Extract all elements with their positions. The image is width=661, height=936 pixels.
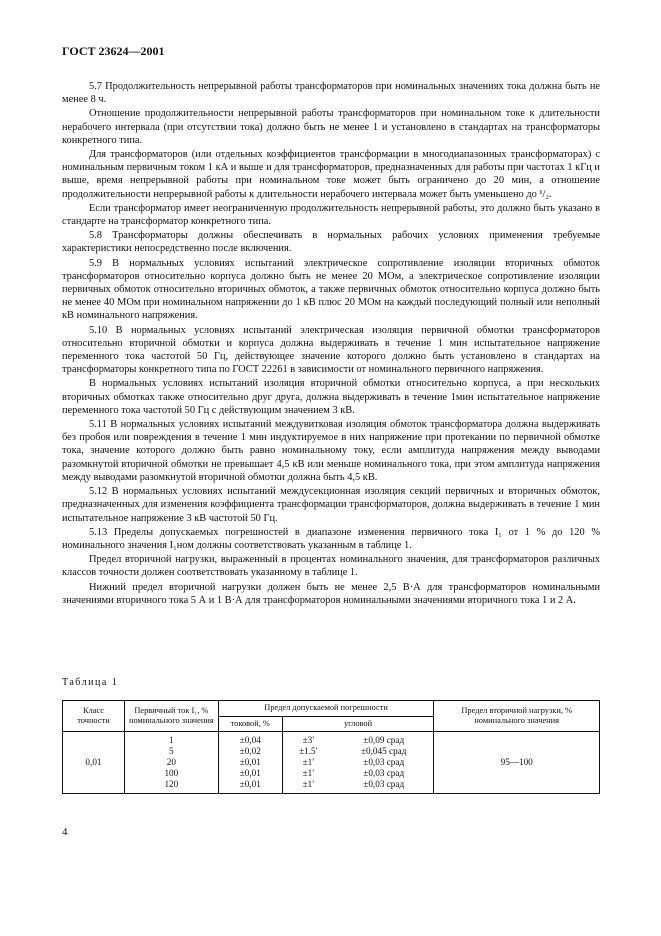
angular-minutes-value: ±3′ [302, 735, 315, 745]
header-secondary-load: Предел вторичной нагрузки, % номинального значения [434, 701, 600, 732]
paragraph: Предел вторичной нагрузки, выраженный в процентах номинального значения, для трансформаторов различных классов точности должен соответствовать указанному в таблице 1. [62, 554, 600, 579]
paragraph: Отношение продолжительности непрерывной работы трансформаторов при номинальном токе к длительности нерабочего интервала (при отсутствии тока) должно быть не менее 1 и установлено в стандартах на трансформаторы конкретного типа. [62, 108, 600, 146]
document-header: ГОСТ 23624—2001 [62, 44, 165, 58]
current-error-value: ±0,01 [239, 757, 261, 767]
cell-angular-crad [334, 732, 434, 794]
angular-crad-value: ±0,045 срад [361, 746, 407, 756]
angular-minutes-value: ±1′ [302, 779, 315, 789]
current-error-value: ±0,01 [239, 768, 261, 778]
table-row [63, 732, 600, 794]
primary-current-value: 5 [169, 746, 174, 756]
cell-accuracy-class: 0,01 [63, 732, 125, 794]
current-error-value: ±0,01 [239, 779, 261, 789]
paragraph: 5.9 В нормальных условиях испытаний электрическое сопротивление изоляции вторичных обмоток трансформаторов относительно корпуса должно быть не менее 20 МОм, а электрическое сопротивление изоляции первичных обмоток относительно вторичных обмоток, а также первичных обмоток относительно корпуса должно быть не менее 40 МОм при номинальном напряжении до 1 кВ плюс 20 МОм на каждый последующий полный или неполный кВ номинального напряжения. [62, 257, 600, 322]
angular-minutes-value: ±1′ [302, 757, 315, 767]
header-angular-error: угловой [282, 716, 434, 732]
paragraph: 5.8 Трансформаторы должны обеспечивать в нормальных рабочих условиях применения требуемые характеристики непосредственно после включения. [62, 230, 600, 255]
cell-angular-minutes [282, 732, 334, 794]
cell-primary-current [124, 732, 218, 794]
table-caption: Таблица 1 [62, 677, 119, 688]
paragraph: Нижний предел вторичной нагрузки должен быть не менее 2,5 В·А для трансформаторов номинальными значениями вторичного тока 5 А и 1 В·А для трансформаторов номинальными значениями вторичного тока 1 и 2 А. [62, 581, 600, 606]
angular-minutes-value: ±1.5′ [299, 746, 318, 756]
primary-current-value: 100 [164, 768, 179, 778]
paragraph: 5.11 В нормальных условиях испытаний междувитковая изоляция обмоток трансформатора должна выдерживать без пробоя или повреждения в течение 1 мин индуктируемое в них напряжение при протекании по первичной обмотке тока, значение которого должно быть равно номинальному току, если амплитуда напряжения между выводами разомкнутой вторичной обмотки не превышает 4,5 кВ или меньше номинального тока, при этом амплитуда напряжения между выводами разомкнутой вторичной обмотки должна быть 4,5 кВ. [62, 419, 600, 483]
primary-current-value: 120 [164, 779, 179, 789]
cell-secondary-load: 95—100 [434, 732, 600, 794]
body-text [62, 80, 600, 608]
cell-current-error [218, 732, 282, 794]
header-error-limit: Предел допускаемой погрешности [218, 701, 434, 717]
paragraph: 5.12 В нормальных условиях испытаний междусекционная изоляция секций первичных и вторичных обмоток, предназначенных для изменения коэффициента трансформации трансформаторов, должна выдерживать в течение 1 мин испытательное напряжение 3 кВ частотой 50 Гц. [62, 486, 600, 524]
paragraph: Если трансформатор имеет неограниченную продолжительность непрерывной работы, это должно быть указано в стандарте на трансформатор конкретного типа. [62, 202, 600, 228]
paragraph: Для трансформаторов (или отдельных коэффициентов трансформации в многодиапазонных трансформаторах) с номинальным первичным током 1 кА и выше и для трансформаторов, предназначенных для работы при частотах 1 кГц и выше, время непрерывной работы при номинальном токе может быть ограничено до 20 мин, а отношение продолжительности непрерывной работы к длительности нерабочего интервала может быть уменьшено до ¹/₂. [62, 149, 600, 200]
angular-crad-value: ±0,03 срад [363, 768, 405, 778]
paragraph: В нормальных условиях испытаний изоляция вторичной обмотки относительно корпуса, а при нескольких вторичных обмотках также относительно друг друга, должна выдерживать в течение 1мин испытательное напряжение переменного тока частотой 50 Гц с действующим значением 3 кВ. [62, 378, 600, 416]
accuracy-table [62, 700, 600, 794]
current-error-value: ±0,02 [239, 746, 261, 756]
paragraph: 5.7 Продолжительность непрерывной работы трансформаторов при номинальных значениях тока должна быть не менее 8 ч. [62, 81, 600, 106]
paragraph: 5.13 Пределы допускаемых погрешностей в диапазоне изменения первичного тока I₁ от 1 % до 120 % номинального значения I₁ном должны соответствовать указанным в таблице 1. [62, 526, 600, 551]
current-error-value: ±0,04 [239, 735, 261, 745]
angular-minutes-value: ±1′ [302, 768, 315, 778]
primary-current-value: 1 [169, 735, 174, 745]
page-number: 4 [62, 826, 68, 838]
angular-crad-value: ±0,03 срад [363, 779, 405, 789]
header-primary-current: Первичный ток I₁, % номинального значения [124, 701, 218, 732]
angular-crad-value: ±0,09 срад [363, 735, 405, 745]
angular-crad-value: ±0,03 срад [363, 757, 405, 767]
header-accuracy-class: Класс точности [63, 701, 125, 732]
paragraph: 5.10 В нормальных условиях испытаний электрическая изоляция первичной обмотки трансформаторов относительно вторичной обмотки и корпуса должна выдерживать в течение 1 мин испытательное напряжение переменного тока частотой 50 Гц, действующее значение которого должно быть установлено в стандартах на трансформаторы конкретного типа по ГОСТ 22261 в зависимости от номинального первичного напряжения. [62, 324, 600, 376]
header-current-error: токовой, % [218, 716, 282, 732]
primary-current-value: 20 [166, 757, 176, 767]
